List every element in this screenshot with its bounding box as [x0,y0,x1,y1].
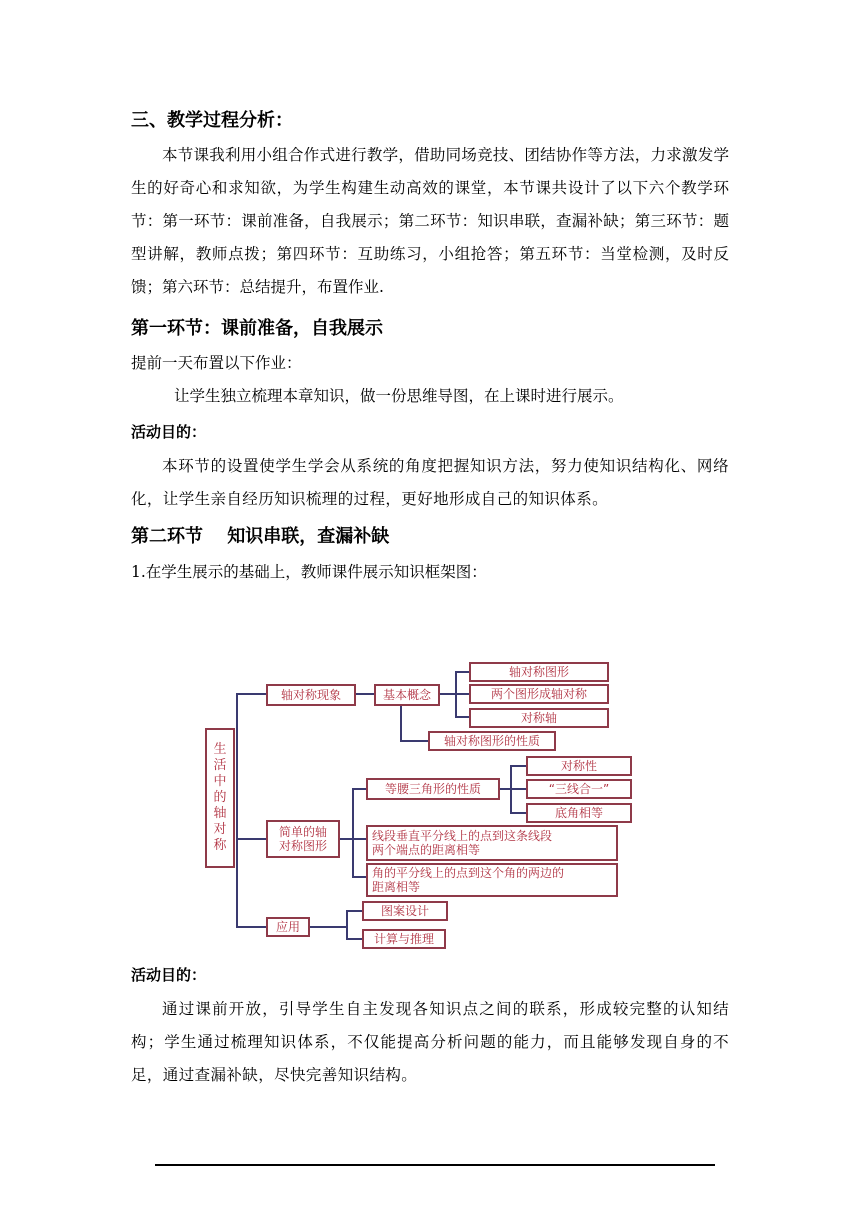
node-axis-figure: 轴对称图形 [469,662,609,682]
goal-paragraph: 本环节的设置使学生学会从系统的角度把握知识方法，努力使知识结构化、网络化，让学生亲自经历知识梳理的过程，更好地形成自己的知识体系。 [131,457,729,508]
node-three-in-one: “三线合一” [526,779,632,799]
node-pattern-design: 图案设计 [362,901,448,921]
node-symmetry: 对称性 [526,756,632,776]
goal-paragraph-2: 通过课前开放，引导学生自主发现各知识点之间的联系，形成较完整的认知结构；学生通过梳理知识体系，不仅能提高分析问题的能力，而且能够发现自身的不足，通过查漏补缺，尽快完善知识结构。 [131,1000,729,1084]
node-basic-concept: 基本概念 [374,684,440,706]
intro-paragraph: 本节课我利用小组合作式进行教学，借助同场竞技、团结协作等方法，力求激发学生的好奇心和求知欲，为学生构建生动高效的课堂，本节课共设计了以下六个教学环节：第一环节：课前准备，自我展示；第二环节：知识串联，查漏补缺；第三环节：题型讲解，教师点拨；第四环节：互助练习，小组抢答；第五环节：当堂检测，及时反馈；第六环节：总结提升，布置作业. [131,146,729,296]
node-base-angles: 底角相等 [526,803,632,823]
stage1-heading: 第一环节：课前准备，自我展示 [131,318,383,339]
prep-line: 提前一天布置以下作业： [131,354,302,372]
goal-label: 活动目的： [131,423,207,441]
node-symmetry-axis: 对称轴 [469,708,609,728]
knowledge-framework-diagram [200,655,640,955]
node-isosceles-props: 等腰三角形的性质 [366,778,500,800]
goal-label-2: 活动目的： [131,966,207,984]
footer-rule [155,1164,715,1166]
task-line: 让学生独立梳理本章知识，做一份思维导图，在上课时进行展示。 [174,387,624,405]
node-two-figures: 两个图形成轴对称 [469,684,609,704]
diagram-root: 生 活 中 的 轴 对 称 [205,728,235,868]
section-heading: 三、教学过程分析： [131,110,293,131]
node-application: 应用 [266,917,310,937]
node-perp-bisector: 线段垂直平分线上的点到这条线段 两个端点的距离相等 [366,825,618,861]
node-simple-figures: 简单的轴 对称图形 [266,820,340,858]
step1-line: 1.在学生展示的基础上，教师课件展示知识框架图： [131,563,487,581]
node-calc-reasoning: 计算与推理 [362,929,446,949]
node-phenomenon: 轴对称现象 [266,684,356,706]
node-axis-figure-props: 轴对称图形的性质 [428,731,556,751]
stage2-heading: 第二环节 知识串联，查漏补缺 [131,526,390,547]
node-angle-bisector: 角的平分线上的点到这个角的两边的 距离相等 [366,863,618,897]
